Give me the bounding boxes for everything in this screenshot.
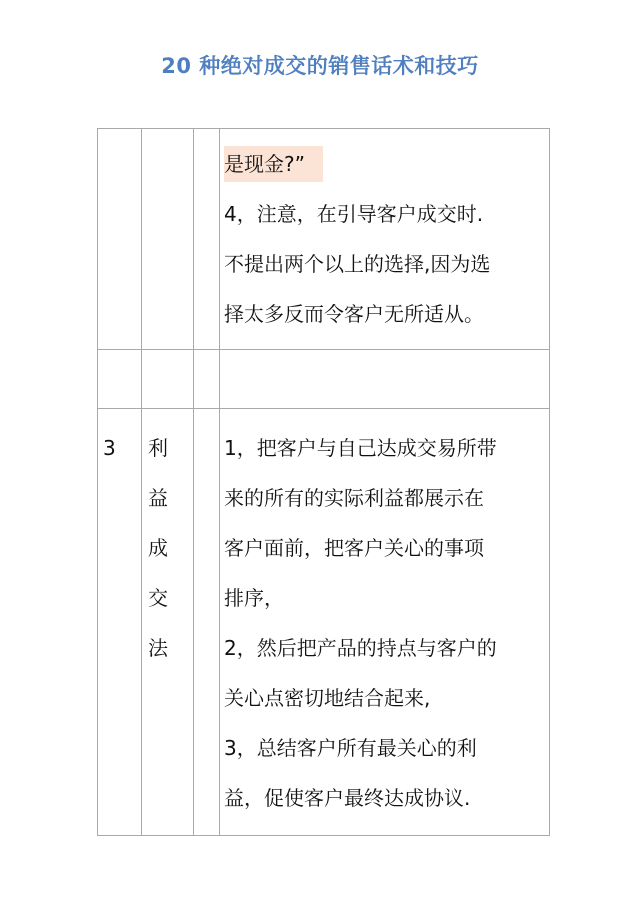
description-line: 不提出两个以上的选择,因为选 [224, 252, 491, 276]
description-line: 排序， [224, 586, 284, 610]
table-row-empty [98, 350, 550, 409]
table-row-continuation [98, 129, 550, 350]
description-cell [220, 409, 550, 836]
description-line: 客户面前，把客户关心的事项 [224, 536, 484, 560]
description-line: 来的所有的实际利益都展示在 [224, 486, 484, 510]
description-line: 1，把客户与自己达成交易所带 [224, 436, 497, 460]
description-line: 3，总结客户所有最关心的利 [224, 736, 477, 760]
description-line: 4，注意，在引导客户成交时. [224, 202, 484, 226]
document-title: 20 种绝对成交的销售话术和技巧 [161, 54, 479, 78]
description-line: 择太多反而令客户无所适从。 [224, 302, 484, 326]
method-cell [142, 350, 194, 409]
number-cell [98, 129, 142, 350]
description-cell [220, 129, 550, 350]
table-row-3 [98, 409, 550, 836]
blank-cell [194, 350, 220, 409]
blank-cell [194, 409, 220, 836]
method-cell [142, 129, 194, 350]
method-char: 利 [148, 436, 168, 460]
description-line: 2，然后把产品的持点与客户的 [224, 636, 497, 660]
method-cell [142, 409, 194, 836]
number-cell: 3 [98, 409, 142, 836]
sales-techniques-table [97, 128, 550, 836]
description-cell [220, 350, 550, 409]
method-char: 法 [148, 636, 168, 660]
method-char: 交 [148, 586, 168, 610]
highlighted-text: 是现金?” [224, 146, 323, 182]
method-char: 成 [148, 536, 168, 560]
description-line: 关心点密切地结合起来, [224, 686, 431, 710]
description-line: 益，促使客户最终达成协议. [224, 786, 471, 810]
number-cell [98, 350, 142, 409]
blank-cell [194, 129, 220, 350]
method-char: 益 [148, 486, 168, 510]
